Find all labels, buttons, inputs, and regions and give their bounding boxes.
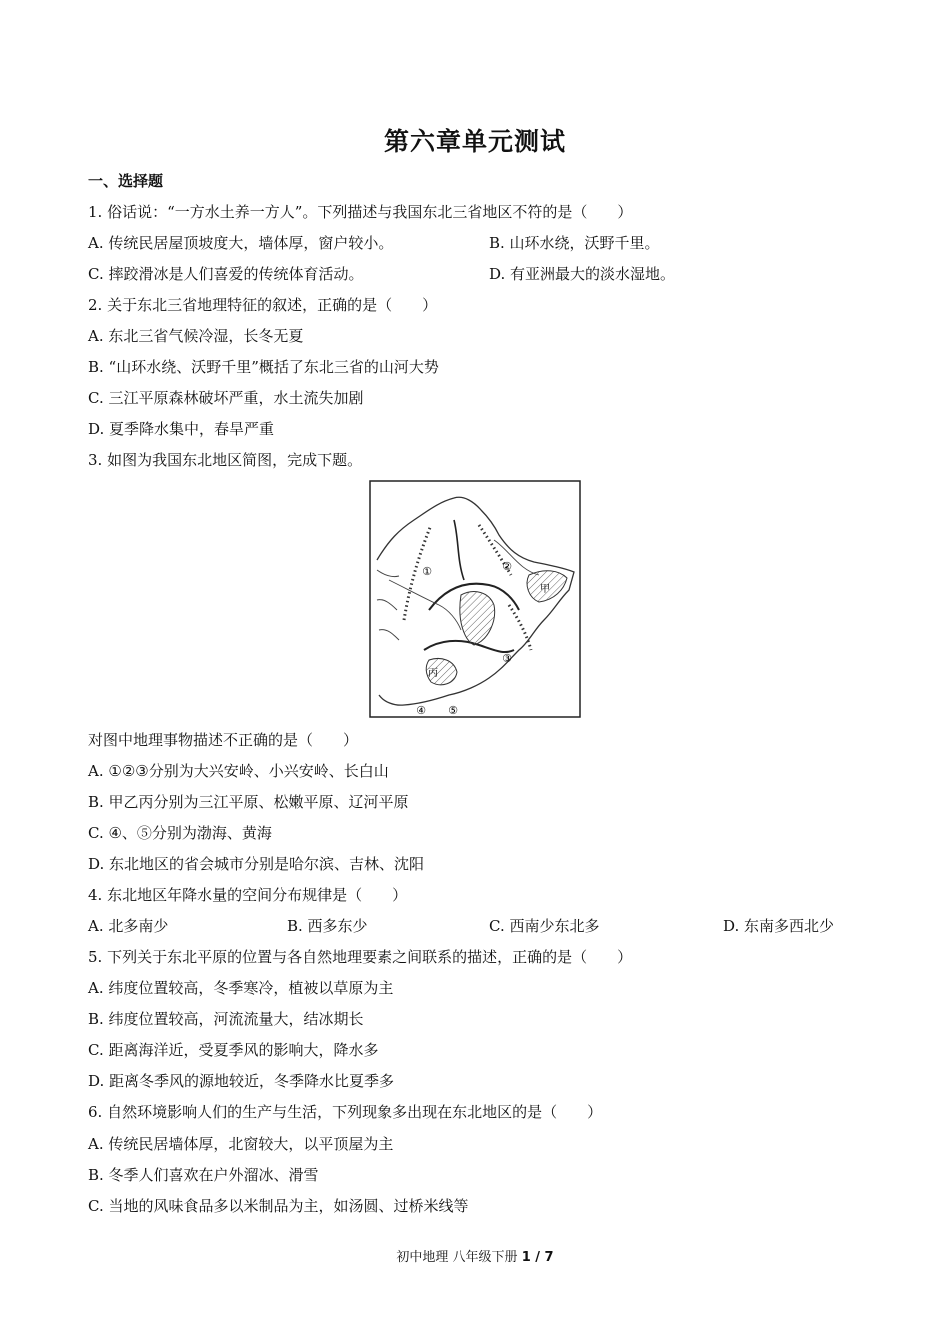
q6-stem: 6. 自然环境影响人们的生产与生活，下列现象多出现在东北地区的是（ ） [88,1103,603,1121]
page-number: 1 / 7 [521,1250,554,1265]
q5-option-c: C. 距离海洋近，受夏季风的影响大，降水多 [88,1041,379,1059]
footer-text: 初中地理 八年级下册 [396,1250,522,1265]
map-label-4: ④ [416,704,426,717]
page-footer [0,1246,950,1265]
q4-stem: 4. 东北地区年降水量的空间分布规律是（ ） [88,886,408,904]
q2-option-b: B. “山环水绕、沃野千里”概括了东北三省的山河大势 [88,358,439,376]
q5-option-a: A. 纬度位置较高，冬季寒冷，植被以草原为主 [88,979,394,997]
q3-option-b: B. 甲乙丙分别为三江平原、松嫩平原、辽河平原 [88,793,409,811]
map-label-bing: 丙 [428,668,438,679]
q2-option-a: A. 东北三省气候冷湿，长冬无夏 [88,327,304,345]
q1-option-c: C. 摔跤滑冰是人们喜爱的传统体育活动。 [88,265,364,283]
q5-option-b: B. 纬度位置较高，河流流量大，结冰期长 [88,1010,364,1028]
q3-stem: 3. 如图为我国东北地区简图，完成下题。 [88,451,363,469]
map-label-3: ③ [502,652,512,665]
q4-option-d: D. 东南多西北少 [723,917,835,935]
q1-option-b: B. 山环水绕，沃野千里。 [489,234,660,252]
map-label-jia: 甲 [540,584,550,595]
q1-option-d: D. 有亚洲最大的淡水湿地。 [489,265,676,283]
page-title: 第六章单元测试 [383,127,566,156]
map-label-1: ① [422,565,432,578]
q3-option-a: A. ①②③分别为大兴安岭、小兴安岭、长白山 [88,762,389,780]
q5-stem: 5. 下列关于东北平原的位置与各自然地理要素之间联系的描述，正确的是（ ） [88,948,633,966]
q6-option-c: C. 当地的风味食品多以米制品为主，如汤圆、过桥米线等 [88,1197,469,1215]
q6-option-b: B. 冬季人们喜欢在户外溜冰、滑雪 [88,1166,319,1184]
map-label-2: ② [502,560,512,573]
q3-subquestion: 对图中地理事物描述不正确的是（ ） [88,731,359,749]
q3-option-d: D. 东北地区的省会城市分别是哈尔滨、吉林、沈阳 [88,855,425,873]
map-label-5: ⑤ [448,704,458,717]
q1-stem: 1. 俗话说：“一方水土养一方人”。下列描述与我国东北三省地区不符的是（ ） [88,203,633,221]
q3-option-c: C. ④、⑤分别为渤海、黄海 [88,824,272,842]
q4-option-c: C. 西南少东北多 [489,917,600,935]
northeast-china-map [369,480,581,718]
q2-stem: 2. 关于东北三省地理特征的叙述，正确的是（ ） [88,296,438,314]
section-heading: 一、选择题 [88,172,164,190]
q1-option-a: A. 传统民居屋顶坡度大，墙体厚，窗户较小。 [88,234,394,252]
q2-option-d: D. 夏季降水集中，春旱严重 [88,420,275,438]
q4-option-b: B. 西多东少 [287,917,368,935]
q4-option-a: A. 北多南少 [88,917,169,935]
q5-option-d: D. 距离冬季风的源地较近，冬季降水比夏季多 [88,1072,395,1090]
q2-option-c: C. 三江平原森林破坏严重，水土流失加剧 [88,389,364,407]
q6-option-a: A. 传统民居墙体厚，北窗较大，以平顶屋为主 [88,1135,394,1153]
